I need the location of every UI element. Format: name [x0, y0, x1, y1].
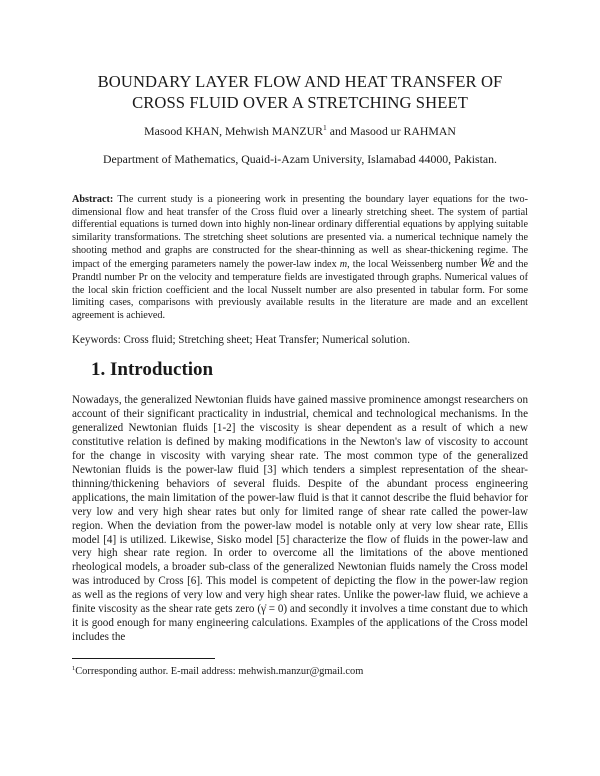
- abstract-text-4: on the velocity and temperature fields are investigated through graphs. Numerical values of the local skin friction coefficient and the local Nusselt number are also presented in tabular form. For some limiting cases, comparisons with previously available results in the literature are made and an excellent agreement is achieved.: [72, 271, 528, 321]
- introduction-paragraph: [72, 394, 528, 645]
- title-line-1: BOUNDARY LAYER FLOW AND HEAT TRANSFER OF: [97, 72, 503, 91]
- keywords: Keywords: Cross fluid; Stretching sheet; Heat Transfer; Numerical solution.: [72, 334, 411, 346]
- affiliation: Department of Mathematics, Quaid-i-Azam University, Islamabad 44000, Pakistan.: [103, 152, 497, 166]
- authors-primary: Masood KHAN, Mehwish MANZUR: [144, 124, 324, 138]
- shear-rate-zero-equation: (γ̇ = 0): [257, 603, 288, 616]
- symbol-we: We: [479, 256, 495, 271]
- author-list: [40, 124, 560, 139]
- abstract-text-2: , the local Weissenberg number: [347, 259, 480, 271]
- abstract-label: Abstract:: [72, 194, 114, 205]
- authors-secondary: and Masood ur RAHMAN: [326, 124, 456, 138]
- section-heading-introduction: 1. Introduction: [91, 359, 214, 380]
- footnote-divider: [72, 658, 215, 659]
- intro-text-2: and secondly it involves a time constant due to which it is good enough for many engineering calculations. Examples of the applications of the Cross model includes the: [72, 603, 528, 644]
- corresponding-author-mark: 1: [323, 123, 327, 132]
- footnote-mark: 1: [72, 665, 76, 672]
- title-line-2: CROSS FLUID OVER A STRETCHING SHEET: [132, 93, 468, 112]
- footnote: [72, 665, 528, 678]
- paper-title: [60, 71, 540, 113]
- intro-text-1: Nowadays, the generalized Newtonian fluids have gained massive prominence amongst researchers on account of their significant practicality in industrial, chemical and technological mechanisms. In the generalized Newtonian fluids [1-2] the viscosity is shear dependent as a result of which a new constitutive relation is defined by making modifications in the Newton's law of viscosity to account for the change in viscosity with varying shear rate. The most common type of the generalized Newtonian fluids is the power-law fluid [3] which tenders a simplest representation of the shear-thinning/thickening behaviors of several fluids. Despite of the abundant process engineering applications, the main limitation of the power-law fluid is that it cannot describe the fluid behavior for very low and very high shear rates but only for limited range of shear rate called the power-law region. When the deviation from the power-law model is notable only at very low shear rate, Ellis model [4] is utilized. Likewise, Sisko model [5] characterize the flow of fluids in the power-law and very high shear rate region. In order to overcome all the limitations of the above mentioned rheological models, a broader sub-class of the generalized Newtonian fluids namely the Cross model was introduced by Cross [6]. This model is competent of depicting the flow in the power-law region as well as the regions of very low and very high shear rates. Unlike the power-law fluid, we achieve a finite viscosity as the shear rate gets zero: [72, 394, 528, 616]
- abstract: [72, 194, 528, 323]
- symbol-pr: Pr: [138, 271, 148, 283]
- abstract-text-3: and the Prandtl number: [72, 259, 528, 283]
- footnote-text: Corresponding author. E-mail address: mehwish.manzur@gmail.com: [75, 666, 364, 677]
- abstract-text-1: The current study is a pioneering work in presenting the boundary layer equations for the two-dimensional flow and heat transfer of the Cross fluid over a linearly stretching sheet. The system of partial differential equations is turned down into highly non-linear ordinary differential equations by applying suitable similarity transformations. The stretching sheet solutions are presented via. a numerical technique namely the shooting method and graphs are constructed for the shear-thinning as well as shear-thickening regime. The impact of the emerging parameters namely the power-law index: [72, 194, 528, 271]
- symbol-m: m: [339, 259, 348, 271]
